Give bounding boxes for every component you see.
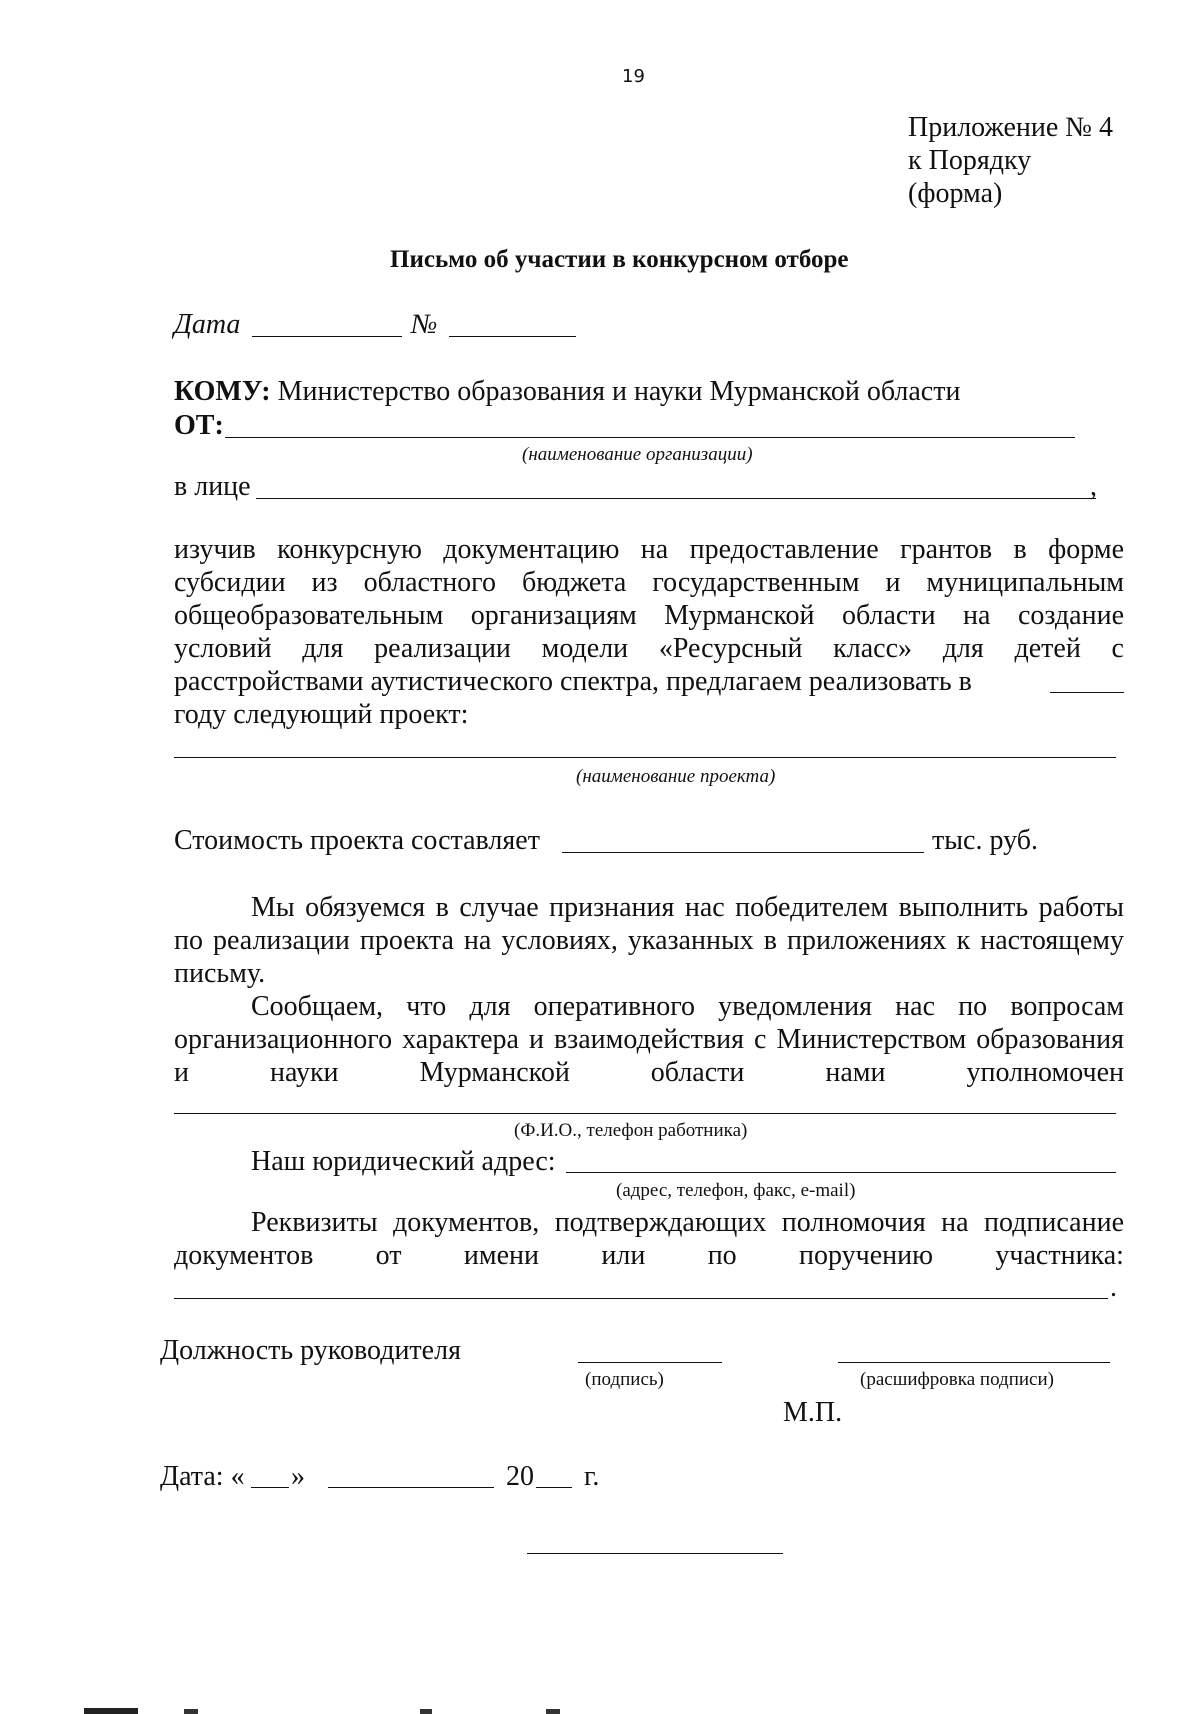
cropped-text-fragment [420, 1709, 432, 1714]
decode-blank[interactable] [838, 1362, 1110, 1363]
date-blank[interactable] [252, 336, 402, 337]
footer-month-blank[interactable] [328, 1487, 494, 1488]
authority-period: . [1110, 1272, 1117, 1303]
footer-year-suffix: г. [584, 1461, 600, 1492]
para3-word: области [650, 1057, 745, 1088]
body1-line-1: изучив конкурсную документацию на предоставление грантов в форме [174, 534, 1124, 565]
project-caption: (наименование проекта) [576, 766, 776, 787]
decode-caption: (расшифровка подписи) [860, 1369, 1054, 1390]
body1-word: класс» [833, 633, 912, 664]
to-label: КОМУ: [174, 376, 271, 407]
para3-line-3 [174, 1056, 1124, 1089]
address-label: Наш юридический адрес: [251, 1146, 556, 1177]
fio-caption: (Ф.И.О., телефон работника) [514, 1120, 748, 1141]
para3-line-2: организационного характера и взаимодействия с Министерством образования [174, 1024, 1124, 1055]
para4-word: или [601, 1240, 646, 1271]
cost-blank[interactable] [562, 852, 924, 853]
para4-word: от [375, 1240, 402, 1271]
number-label: № [411, 309, 438, 340]
para3-line-1: Сообщаем, что для оперативного уведомления нас по вопросам [251, 991, 1124, 1022]
stamp-label: М.П. [783, 1397, 843, 1428]
page-number: 19 [622, 66, 645, 87]
para2-line-2: по реализации проекта на условиях, указанных в приложениях к настоящему [174, 925, 1124, 956]
footer-year-blank[interactable] [536, 1487, 572, 1488]
para3-word: Мурманской [419, 1057, 570, 1088]
para4-word: участника: [995, 1240, 1124, 1271]
representative-blank[interactable] [256, 498, 1096, 499]
year-blank[interactable] [1050, 692, 1124, 693]
cropped-text-fragment [546, 1709, 560, 1714]
project-name-blank[interactable] [174, 757, 1116, 758]
address-blank[interactable] [566, 1172, 1116, 1173]
org-name-blank[interactable] [225, 437, 1075, 438]
footer-close-quote: » [291, 1461, 305, 1492]
body1-line-5: расстройствами аутистического спектра, предлагаем реализовать в [174, 666, 972, 697]
org-caption: (наименование организации) [522, 444, 753, 465]
para2-line-3: письму. [174, 958, 266, 989]
number-blank[interactable] [449, 336, 576, 337]
body1-word: реализации [374, 633, 511, 664]
body1-word: для [942, 633, 984, 664]
to-value: Министерство образования и науки Мурманской области [277, 376, 961, 407]
appendix-line-3: (форма) [908, 178, 1003, 209]
footer-date-label: Дата: « [160, 1461, 245, 1492]
body1-line-3: общеобразовательным организациям Мурманской области на создание [174, 600, 1124, 631]
cropped-text-fragment [184, 1709, 198, 1714]
body1-line-2: субсидии из областного бюджета государственным и муниципальным [174, 567, 1124, 598]
body1-word: «Ресурсный [658, 633, 803, 664]
document-title: Письмо об участии в конкурсном отборе [390, 246, 849, 273]
in-person-comma: , [1090, 471, 1097, 502]
address-caption: (адрес, телефон, факс, e-mail) [616, 1180, 856, 1201]
signature-caption: (подпись) [585, 1369, 664, 1390]
para4-word: поручению [799, 1240, 934, 1271]
para3-word: науки [269, 1057, 339, 1088]
fio-blank[interactable] [174, 1113, 1116, 1114]
para4-word: имени [463, 1240, 540, 1271]
body1-word: условий [174, 633, 272, 664]
appendix-line-2: к Порядку [908, 145, 1032, 176]
footer-year-prefix: 20 [506, 1461, 534, 1492]
para4-word: документов [174, 1240, 314, 1271]
body1-word: для [302, 633, 344, 664]
footer-day-blank[interactable] [251, 1487, 289, 1488]
position-label: Должность руководителя [160, 1335, 461, 1366]
para4-word: по [707, 1240, 737, 1271]
date-label: Дата [174, 309, 241, 340]
para3-word: и [174, 1057, 189, 1088]
body1-word: детей [1014, 633, 1081, 664]
para2-line-1: Мы обязуемся в случае признания нас победителем выполнить работы [251, 892, 1124, 923]
para4-line-2 [174, 1239, 1124, 1272]
cost-label: Стоимость проекта составляет [174, 825, 540, 856]
in-person-label: в лице [174, 471, 251, 502]
para3-word: уполномочен [966, 1057, 1124, 1088]
authority-docs-blank[interactable] [174, 1298, 1108, 1299]
appendix-line-1: Приложение № 4 [908, 112, 1113, 143]
to-line [174, 376, 960, 408]
from-label: ОТ: [174, 410, 224, 441]
body1-word: модели [541, 633, 629, 664]
cost-unit: тыс. руб. [932, 825, 1038, 856]
body1-line-4 [174, 632, 1124, 665]
signature-blank[interactable] [578, 1362, 722, 1363]
body1-word: с [1111, 633, 1124, 664]
separator-line [527, 1553, 783, 1554]
cropped-text-fragment [84, 1708, 138, 1714]
para4-line-1: Реквизиты документов, подтверждающих полномочия на подписание [251, 1207, 1124, 1238]
body1-line-6: году следующий проект: [174, 699, 469, 730]
para3-word: нами [825, 1057, 886, 1088]
